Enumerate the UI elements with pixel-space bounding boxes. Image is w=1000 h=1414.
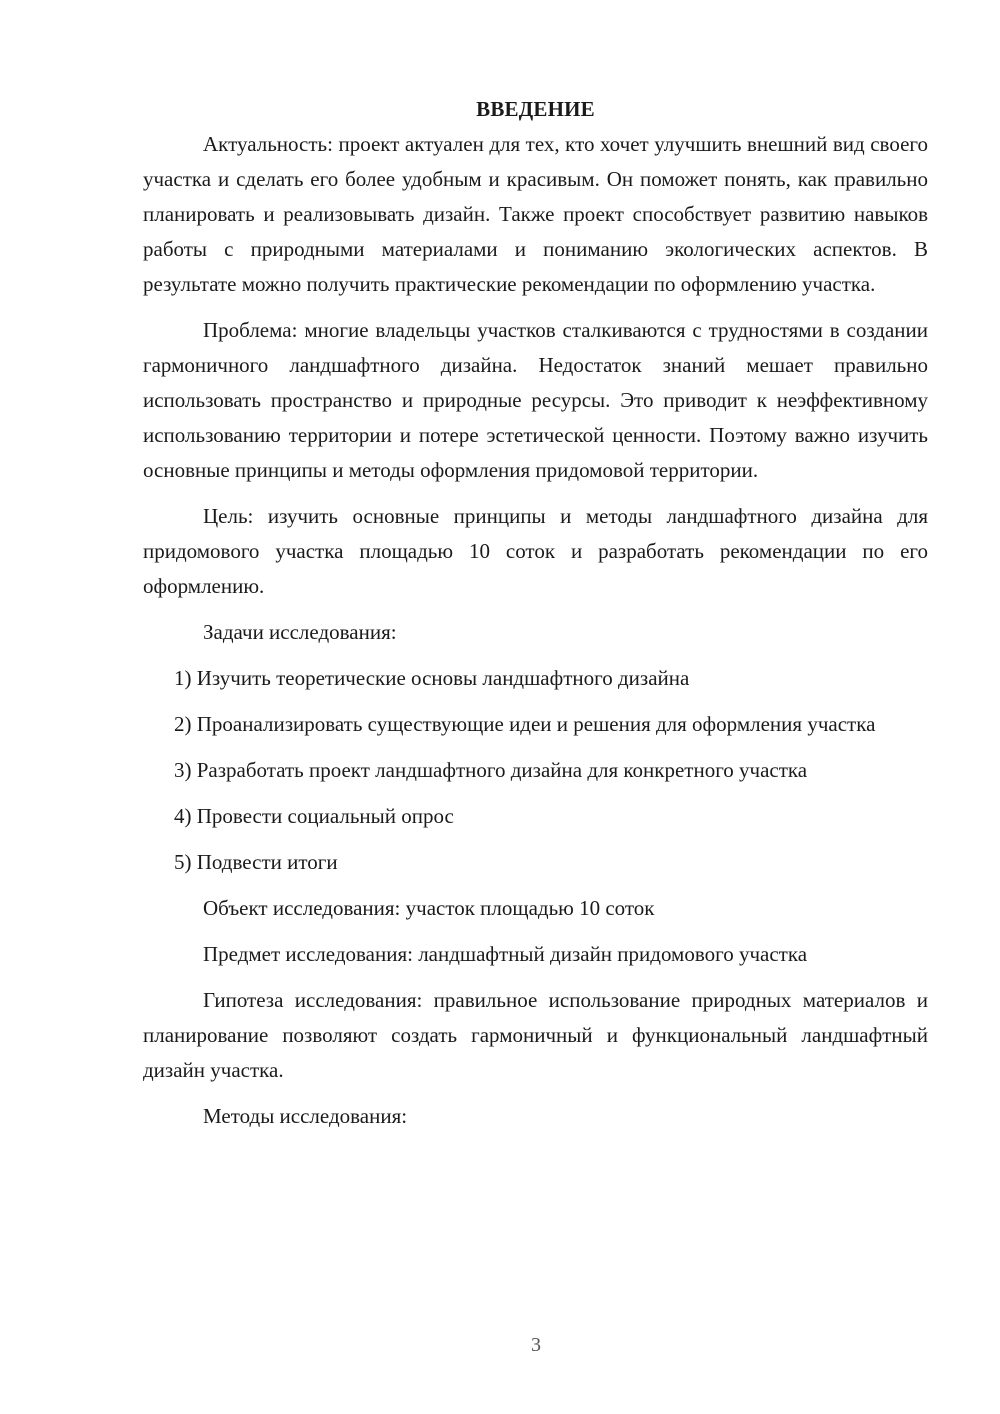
task-item: 1) Изучить теоретические основы ландшафтного дизайна: [174, 666, 690, 690]
section-title: ВВЕДЕНИЕ: [476, 97, 595, 121]
paragraph-subject: Предмет исследования: ландшафтный дизайн придомового участка: [203, 942, 808, 966]
task-item: 5) Подвести итоги: [174, 850, 338, 874]
task-item: 2) Проанализировать существующие идеи и решения для оформления участка: [174, 712, 876, 736]
task-item: 3) Разработать проект ландшафтного дизайна для конкретного участка: [174, 758, 808, 782]
paragraph-methods: Методы исследования:: [203, 1104, 408, 1128]
paragraph-relevance: Актуальность: проект актуален для тех, кто хочет улучшить внешний вид своего участка и сделать его более удобным и красивым. Он поможет понять, как правильно планировать и реализовывать дизайн. Также проект способствует развитию навыков работы с природными материалами и пониманию экологических аспектов. В результате можно получить практические рекомендации по оформлению участка.: [143, 132, 928, 296]
page-number: 3: [531, 1334, 541, 1356]
paragraph-hypothesis: Гипотеза исследования: правильное использование природных материалов и планирование позволяют создать гармоничный и функциональный ландшафтный дизайн участка.: [143, 988, 928, 1082]
document-page: [143, 92, 928, 1145]
paragraph-tasks-heading: Задачи исследования:: [203, 620, 397, 644]
paragraph-object: Объект исследования: участок площадью 10 соток: [203, 896, 655, 920]
paragraph-problem: Проблема: многие владельцы участков сталкиваются с трудностями в создании гармоничного ландшафтного дизайна. Недостаток знаний мешает правильно использовать пространство и природные ресурсы. Это приводит к неэффективному использованию территории и потере эстетической ценности. Поэтому важно изучить основные принципы и методы оформления придомовой территории.: [143, 318, 928, 482]
paragraph-goal: Цель: изучить основные принципы и методы ландшафтного дизайна для придомового участка площадью 10 соток и разработать рекомендации по его оформлению.: [143, 504, 928, 598]
task-item: 4) Провести социальный опрос: [174, 804, 454, 828]
